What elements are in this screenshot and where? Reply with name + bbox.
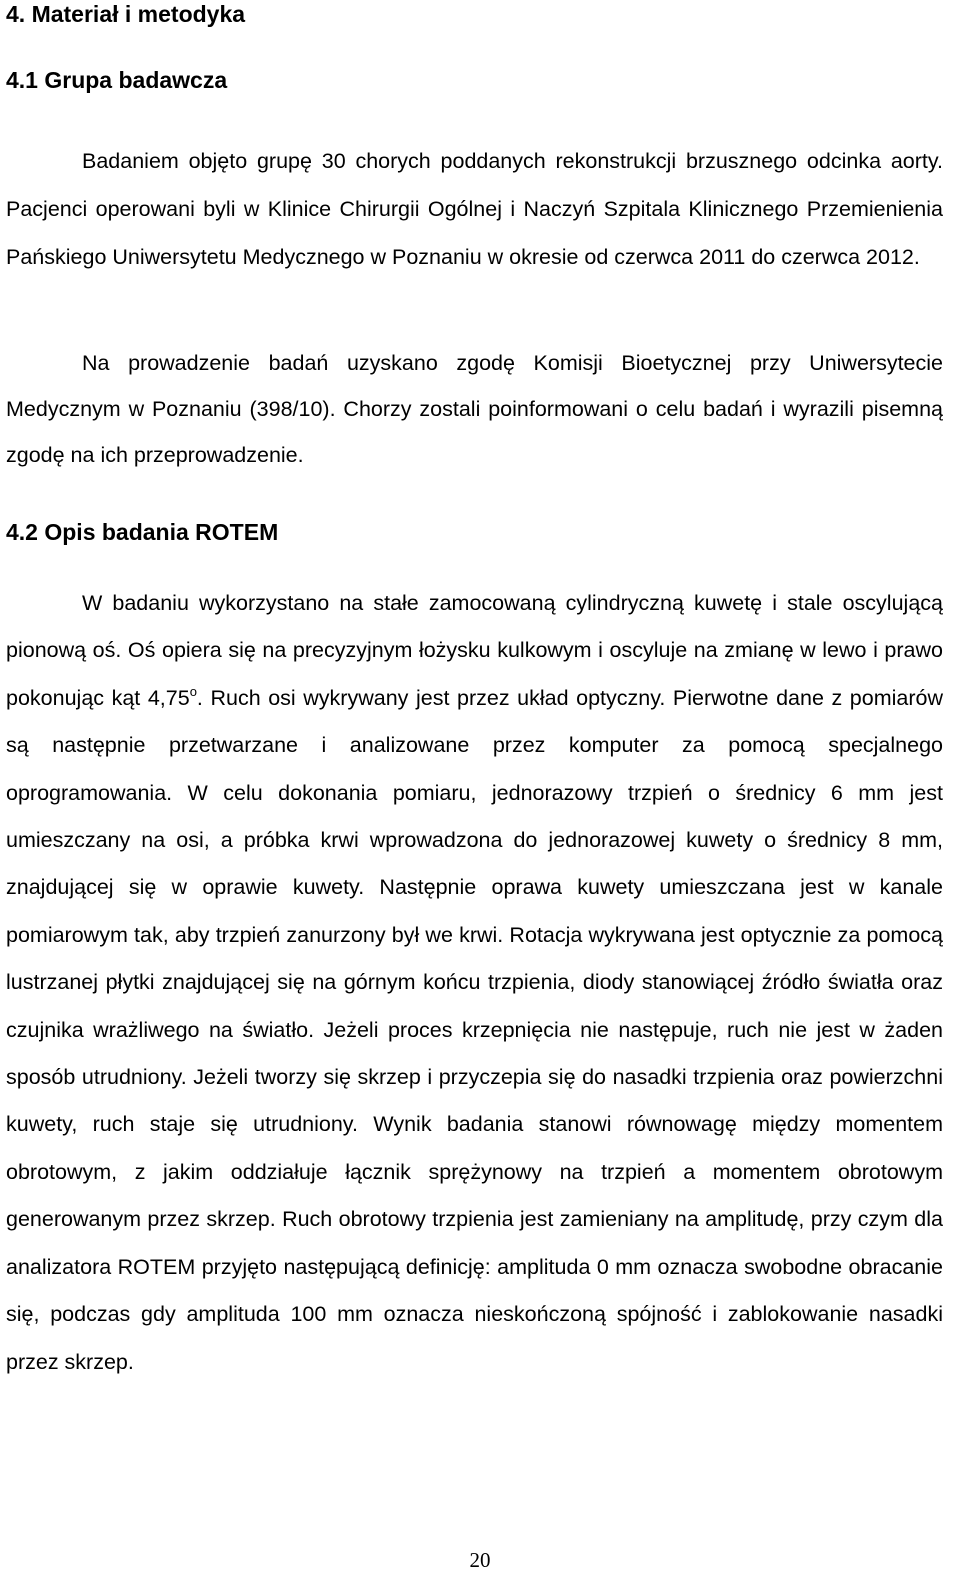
paragraph-komisja-bioetyczna: Na prowadzenie badań uzyskano zgodę Komisji Bioetycznej przy Uniwersytecie Medycznym w Poznaniu (398/10). Chorzy zostali poinformowani o celu badań i wyrazili pisemną zgodę na ich przeprowadzenie. <box>6 351 943 467</box>
subsection-heading-grupa-badawcza: 4.1 Grupa badawcza <box>6 67 228 93</box>
page-number: 20 <box>469 1548 491 1572</box>
paragraph-opis-rotem <box>6 580 943 1386</box>
paragraph-text-part-1: W badaniu wykorzystano na stałe zamocowaną cylindryczną kuwetę i stale oscylującą pionową oś. Oś opiera się na precyzyjnym łożysku kulkowym i oscyluje na zmianę w lewo i prawo pokonując kąt 4,75 <box>6 591 943 710</box>
degree-mark: o <box>189 683 197 699</box>
subsection-heading-opis-badania: 4.2 Opis badania ROTEM <box>6 519 279 545</box>
paragraph-text-part-2: . Ruch osi wykrywany jest przez układ optyczny. Pierwotne dane z pomiarów są następnie przetwarzane i analizowane przez komputer za pomocą specjalnego oprogramowania. W celu dokonania pomiaru, jednorazowy trzpień o średnicy 6 mm jest umieszczany na osi, a próbka krwi wprowadzona do jednorazowej kuwety o średnicy 8 mm, znajdującej się w oprawie kuwety. Następnie oprawa kuwety umieszczana jest w kanale pomiarowym tak, aby trzpień zanurzony był we krwi. Rotacja wykrywana jest optycznie za pomocą lustrzanej płytki znajdującej się na górnym końcu trzpienia, diody stanowiącej źródło światła oraz czujnika wrażliwego na światło. Jeżeli proces krzepnięcia nie następuje, ruch nie jest w żaden sposób utrudniony. Jeżeli tworzy się skrzep i przyczepia się do nasadki trzpienia oraz powierzchni kuwety, ruch staje się utrudniony. Wynik badania stanowi równowagę między momentem obrotowym, z jakim oddziałuje łącznik sprężynowy na trzpień a momentem obrotowym generowanym przez skrzep. Ruch obrotowy trzpienia jest zamieniany na amplitudę, przy czym dla analizatora ROTEM przyjęto następującą definicję: amplituda 0 mm oznacza swobodne obracanie się, podczas gdy amplituda 100 mm oznacza nieskończoną spójność i zablokowanie nasadki przez skrzep. <box>6 685 943 1374</box>
section-heading: 4. Materiał i metodyka <box>6 1 246 27</box>
paragraph-grupa-badawcza: Badaniem objęto grupę 30 chorych poddanych rekonstrukcji brzusznego odcinka aorty. Pacjenci operowani byli w Klinice Chirurgii Ogólnej i Naczyń Szpitala Klinicznego Przemienienia Pańskiego Uniwersytetu Medycznego w Poznaniu w okresie od czerwca 2011 do czerwca 2012. <box>6 149 943 269</box>
